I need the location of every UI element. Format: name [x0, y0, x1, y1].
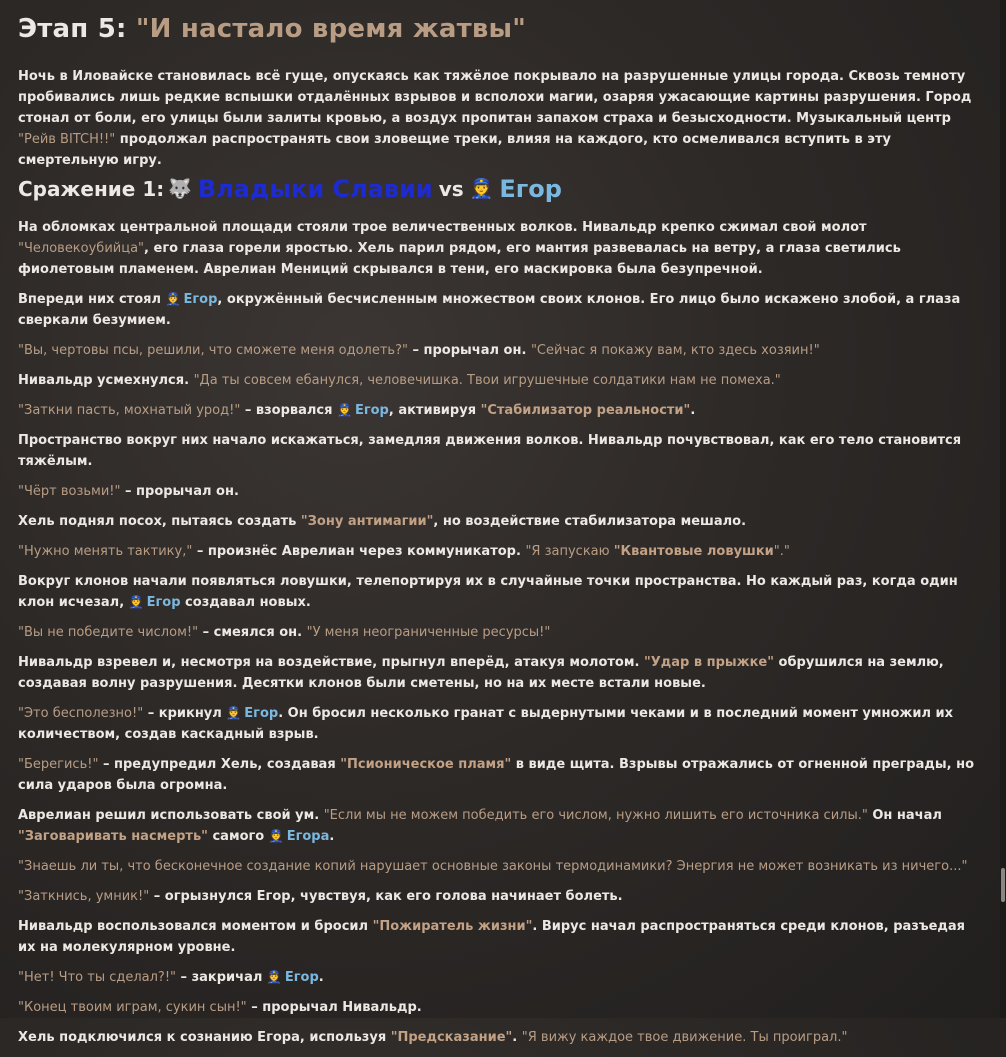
ability-name: "Стабилизатор реальности" [480, 403, 691, 418]
battle-heading [18, 175, 984, 203]
police-icon: 👮 [268, 829, 284, 843]
music-center-name: "Рейв BITCH!!" [18, 132, 116, 147]
police-icon: 👮 [266, 970, 282, 984]
ability-name: "Предсказание" [390, 1030, 513, 1045]
paragraph: "Берегись!" – предупредил Хель, создавая "Псионическое пламя" в виде щита. Взрывы отражались от огненной преграды, но сила ударов была огромна. [18, 757, 975, 793]
stage-label: Этап 5: [18, 14, 127, 44]
faction-name: Владыки Славии [197, 175, 433, 203]
paragraph: Хель поднял посох, пытаясь создать "Зону антимагии", но воздействие стабилизатора мешало. [18, 514, 747, 529]
paragraph: "Конец твоим играм, сукин сын!" – прорычал Нивальдр. [18, 1000, 422, 1015]
ability-name: "Квантовые ловушки [613, 544, 774, 559]
scrollbar-thumb[interactable] [1001, 868, 1005, 902]
egor-name: Егор [284, 970, 319, 985]
ability-name: "Удар в прыжке" [643, 655, 774, 670]
wolf-icon: 🐺 [168, 178, 192, 200]
story-page [18, 12, 984, 1057]
paragraph: Вокруг клонов начали появляться ловушки, телепортируя их в случайные точки пространства. Но каждый раз, когда один клон исчезал, 👮 Егор создавал новых. [18, 574, 958, 610]
intro-tail: продолжал распространять свои зловещие треки, влияя на каждого, кто осмеливался вступить в эту смертельную игру. [18, 132, 891, 168]
weapon-name: "Человекоубийца" [18, 241, 145, 256]
police-icon: 👮 [226, 706, 242, 720]
paragraph: Нивальдр воспользовался моментом и бросил "Пожиратель жизни". Вирус начал распространяться среди клонов, разъедая их на молекулярном уровне. [18, 919, 966, 955]
egor-name: Егор [354, 403, 389, 418]
paragraph: "Нужно менять тактику," – произнёс Аврелиан через коммуникатор. "Я запускаю "Квантовые ловушки"." [18, 544, 790, 559]
battle-label: Сражение 1: [18, 177, 165, 201]
paragraph: Аврелиан решил использовать свой ум. "Если мы не можем победить его числом, нужно лишить его источника силы." Он начал "Заговаривать насмерть" самого 👮 Егора. [18, 808, 942, 844]
paragraph: "Это бесполезно!" – крикнул 👮 Егор. Он бросил несколько гранат с выдернутыми чеками и в последний момент умножил их количеством, создав каскадный взрыв. [18, 706, 954, 742]
egor-name: Егора [286, 829, 330, 844]
intro-text: Ночь в Иловайске становилась всё гуще, опускаясь как тяжёлое покрывало на разрушенные улицы города. Сквозь темноту пробивались лишь редкие вспышки отдалённых взрывов и всполохи магии, озаряя ужасающие картины разрушения. Город стонал от боли, его улицы были залиты кровью, а воздух пропитан запахом страха и безысходности. Музыкальный центр [18, 69, 972, 126]
paragraph: Хель подключился к сознанию Егора, используя "Предсказание". "Я вижу каждое твое движение. Ты проиграл." [18, 1030, 848, 1045]
opponent-name: Егор [499, 175, 562, 203]
police-icon: 👮 [337, 403, 352, 417]
paragraph: "Вы, чертовы псы, решили, что сможете меня одолеть?" – прорычал он. "Сейчас я покажу вам, кто здесь хозяин!" [18, 343, 820, 358]
scrollbar[interactable] [1000, 0, 1006, 1018]
versus-label: vs [438, 177, 464, 201]
ability-name: "Зону антимагии" [300, 514, 434, 529]
stage-title [18, 12, 984, 46]
paragraph: "Чёрт возьми!" – прорычал он. [18, 484, 239, 499]
stage-quote: "И настало время жатвы" [135, 14, 527, 44]
intro-paragraph [18, 66, 984, 171]
egor-name: Егор [183, 292, 218, 307]
ability-name: "Пожиратель жизни" [372, 919, 533, 934]
police-icon: 👮 [128, 595, 144, 609]
egor-name: Егор [244, 706, 279, 721]
paragraph: "Знаешь ли ты, что бесконечное создание копий нарушает основные законы термодинамики? Энергия не может возникать из ничего..." [18, 859, 968, 874]
paragraph: "Вы не победите числом!" – смеялся он. "У меня неограниченные ресурсы!" [18, 625, 551, 640]
egor-name: Егор [146, 595, 181, 610]
paragraph: Пространство вокруг них начало искажаться, замедляя движения волков. Нивальдр почувствовал, как его тело становится тяжёлым. [18, 433, 962, 469]
paragraph: На обломках центральной площади стояли трое величественных волков. Нивальдр крепко сжимал свой молот "Человекоубийца", его глаза горели яростью. Хель парил рядом, его мантия развевалась на ветру, а глаза светились фиолетовым пламенем. Аврелиан Мениций скрывался в тени, его маскировка была безупречной. [18, 220, 901, 277]
paragraph: "Нет! Что ты сделал?!" – закричал 👮 Егор. [18, 970, 324, 985]
paragraph: Нивальдр усмехнулся. "Да ты совсем ебанулся, человечишка. Твои игрушечные солдатики нам не помеха." [18, 373, 781, 388]
paragraph: Впереди них стоял 👮 Егор, окружённый бесчисленным множеством своих клонов. Его лицо было искажено злобой, а глаза сверкали безумием. [18, 292, 961, 328]
paragraph: "Заткнись, умник!" – огрызнулся Егор, чувствуя, как его голова начинает болеть. [18, 889, 623, 904]
police-icon: 👮 [469, 178, 494, 200]
ability-name: "Заговаривать насмерть" [18, 829, 208, 844]
paragraph: "Заткни пасть, мохнатый урод!" – взорвался 👮 Егор, активируя "Стабилизатор реальности". [18, 403, 696, 418]
police-icon: 👮 [165, 292, 181, 306]
ability-name: "Псионическое пламя" [340, 757, 512, 772]
paragraph: Нивальдр взревел и, несмотря на воздействие, прыгнул вперёд, атакуя молотом. "Удар в прыжке" обрушился на землю, создавая волну разрушения. Десятки клонов были сметены, но на их месте встали новые. [18, 655, 944, 691]
